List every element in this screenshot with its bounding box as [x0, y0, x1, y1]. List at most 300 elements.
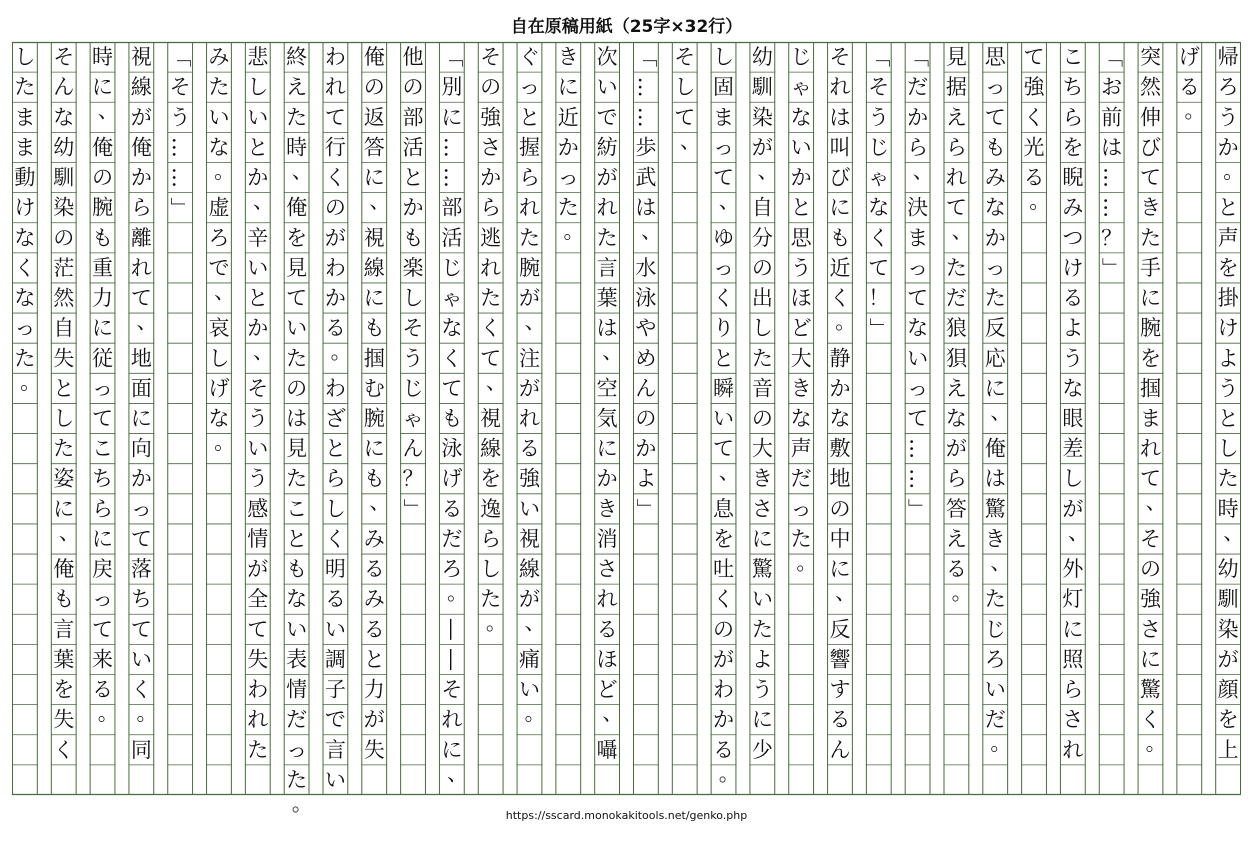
- manuscript-char: て: [1139, 466, 1161, 491]
- manuscript-char: か: [247, 316, 269, 341]
- manuscript-char: う: [402, 346, 424, 371]
- manuscript-char: 眼: [1062, 406, 1084, 431]
- manuscript-char: 表: [286, 647, 308, 672]
- manuscript-char: れ: [247, 707, 269, 732]
- manuscript-char: こ: [1062, 45, 1084, 70]
- grid-lines: [12, 42, 1241, 795]
- manuscript-char: か: [557, 135, 579, 160]
- manuscript-char: 重: [92, 255, 114, 280]
- manuscript-char: そ: [169, 75, 191, 100]
- manuscript-char: …: [168, 167, 193, 189]
- manuscript-char: 答: [945, 496, 967, 521]
- manuscript-char: 、: [602, 701, 624, 726]
- manuscript-char: い: [751, 587, 773, 612]
- manuscript-char: が: [518, 286, 540, 311]
- manuscript-char: 来: [92, 647, 114, 672]
- manuscript-char: に: [751, 526, 773, 551]
- manuscript-char: い: [286, 316, 308, 341]
- manuscript-char: る: [363, 617, 385, 642]
- manuscript-char: 差: [1062, 436, 1084, 461]
- manuscript-char: な: [1062, 376, 1084, 401]
- manuscript-char: 言: [53, 617, 75, 642]
- manuscript-char: 。: [796, 550, 818, 575]
- manuscript-char: げ: [208, 376, 230, 401]
- manuscript-char: い: [596, 75, 618, 100]
- manuscript-char: し: [751, 316, 773, 341]
- manuscript-char: と: [363, 647, 385, 672]
- manuscript-char: か: [907, 105, 929, 130]
- manuscript-char: が: [324, 225, 346, 250]
- manuscript-char: は: [635, 195, 657, 220]
- manuscript-char: な: [208, 135, 230, 160]
- manuscript-char: か: [790, 165, 812, 190]
- manuscript-char: 時: [92, 45, 114, 70]
- manuscript-char: た: [518, 225, 540, 250]
- manuscript-char: に: [53, 496, 75, 521]
- manuscript-char: び: [1139, 135, 1161, 160]
- manuscript-char: 地: [829, 466, 851, 491]
- manuscript-char: に: [1139, 647, 1161, 672]
- manuscript-char: そ: [247, 376, 269, 401]
- manuscript-char: か: [324, 286, 346, 311]
- manuscript-char: …: [905, 438, 930, 460]
- manuscript-char: 、: [679, 128, 701, 153]
- manuscript-char: え: [945, 105, 967, 130]
- manuscript-char: 。: [718, 761, 740, 786]
- manuscript-char: 掴: [1139, 376, 1161, 401]
- manuscript-char: 動: [14, 165, 36, 190]
- manuscript-char: よ: [1062, 316, 1084, 341]
- manuscript-char: し: [324, 496, 346, 521]
- manuscript-char: に: [751, 707, 773, 732]
- manuscript-char: …: [1099, 167, 1124, 189]
- manuscript-char: ら: [130, 195, 152, 220]
- manuscript-char: き: [751, 466, 773, 491]
- manuscript-char: て: [480, 346, 502, 371]
- manuscript-char: じ: [790, 45, 812, 70]
- manuscript-char: が: [596, 165, 618, 190]
- manuscript-char: …: [1099, 197, 1124, 219]
- manuscript-char: 決: [907, 195, 929, 220]
- manuscript-char: 。: [951, 580, 973, 605]
- manuscript-char: な: [790, 406, 812, 431]
- manuscript-char: る: [324, 316, 346, 341]
- manuscript-char: 敷: [829, 436, 851, 461]
- manuscript-char: 紡: [596, 135, 618, 160]
- manuscript-char: 次: [596, 45, 618, 70]
- manuscript-char: 感: [247, 496, 269, 521]
- manuscript-char: 、: [369, 490, 391, 515]
- manuscript-char: 俺: [363, 45, 385, 70]
- manuscript-char: ま: [713, 105, 735, 130]
- manuscript-char: 別: [441, 75, 463, 100]
- manuscript-char: を: [1217, 707, 1239, 732]
- manuscript-char: 、: [524, 610, 546, 635]
- manuscript-char: 前: [1101, 105, 1123, 130]
- manuscript-char: ぐ: [518, 45, 540, 70]
- manuscript-char: 、: [291, 158, 313, 183]
- manuscript-char: な: [53, 105, 75, 130]
- manuscript-char: 、: [990, 399, 1012, 424]
- manuscript-char: の: [480, 75, 502, 100]
- manuscript-char: い: [790, 135, 812, 160]
- manuscript-char: 大: [790, 346, 812, 371]
- manuscript-char: 声: [1217, 225, 1239, 250]
- manuscript-char: 同: [130, 737, 152, 762]
- manuscript-char: た: [480, 286, 502, 311]
- manuscript-char: れ: [130, 255, 152, 280]
- manuscript-char: 。: [136, 701, 158, 726]
- manuscript-char: …: [633, 106, 658, 128]
- manuscript-char: 「: [1099, 46, 1124, 68]
- manuscript-char: …: [439, 167, 464, 189]
- manuscript-char: る: [596, 617, 618, 642]
- manuscript-char: 幼: [53, 135, 75, 160]
- manuscript-char: 武: [635, 165, 657, 190]
- manuscript-char: れ: [596, 587, 618, 612]
- manuscript-char: う: [751, 677, 773, 702]
- manuscript-char: …: [439, 136, 464, 158]
- manuscript-char: 見: [286, 255, 308, 280]
- manuscript-char: 反: [829, 617, 851, 642]
- manuscript-char: 、: [1068, 520, 1090, 545]
- manuscript-char: れ: [596, 195, 618, 220]
- manuscript-char: っ: [518, 75, 540, 100]
- manuscript-char: じ: [868, 135, 890, 160]
- manuscript-char: 少: [751, 737, 773, 762]
- manuscript-char: じ: [984, 617, 1006, 642]
- manuscript-char: る: [829, 707, 851, 732]
- manuscript-char: 。: [20, 369, 42, 394]
- manuscript-char: を: [1217, 255, 1239, 280]
- manuscript-char: っ: [790, 496, 812, 521]
- manuscript-char: 馴: [1217, 587, 1239, 612]
- manuscript-char: 「: [633, 46, 658, 68]
- manuscript-char: 注: [518, 346, 540, 371]
- manuscript-char: 固: [713, 75, 735, 100]
- manuscript-char: 響: [829, 647, 851, 672]
- manuscript-char: …: [905, 468, 930, 490]
- manuscript-char: の: [363, 75, 385, 100]
- manuscript-char: と: [247, 286, 269, 311]
- manuscript-char: る: [945, 557, 967, 582]
- manuscript-char: 茫: [53, 255, 75, 280]
- manuscript-char: 葉: [596, 286, 618, 311]
- manuscript-char: 視: [363, 225, 385, 250]
- manuscript-char: っ: [286, 737, 308, 762]
- manuscript-char: 痛: [518, 647, 540, 672]
- manuscript-char: は: [596, 316, 618, 341]
- manuscript-char: と: [402, 165, 424, 190]
- manuscript-char: た: [53, 436, 75, 461]
- manuscript-char: 囁: [596, 737, 618, 762]
- manuscript-char: き: [596, 496, 618, 521]
- manuscript-char: に: [92, 316, 114, 341]
- manuscript-char: 楽: [402, 255, 424, 280]
- manuscript-char: 大: [751, 436, 773, 461]
- manuscript-char: 戻: [92, 557, 114, 582]
- manuscript-char: 」: [866, 317, 891, 339]
- manuscript-char: て: [441, 376, 463, 401]
- manuscript-char: や: [635, 316, 657, 341]
- manuscript-char: の: [402, 75, 424, 100]
- manuscript-char: 、: [990, 550, 1012, 575]
- manuscript-char: た: [751, 346, 773, 371]
- manuscript-char: て: [984, 105, 1006, 130]
- manuscript-char: 、: [912, 158, 934, 183]
- manuscript-char: 行: [324, 135, 346, 160]
- manuscript-char: 見: [945, 45, 967, 70]
- manuscript-char: み: [208, 45, 230, 70]
- manuscript-char: よ: [1217, 346, 1239, 371]
- manuscript-char: 水: [635, 255, 657, 280]
- manuscript-char: と: [286, 526, 308, 551]
- manuscript-char: 応: [984, 346, 1006, 371]
- manuscript-char: る: [441, 496, 463, 521]
- manuscript-char: 子: [324, 677, 346, 702]
- manuscript-char: た: [1139, 225, 1161, 250]
- manuscript-char: れ: [518, 195, 540, 220]
- manuscript-char: そ: [53, 45, 75, 70]
- manuscript-char: そ: [441, 677, 463, 702]
- manuscript-char: し: [480, 557, 502, 582]
- manuscript-char: た: [596, 225, 618, 250]
- manuscript-char: 音: [751, 376, 773, 401]
- manuscript-char: と: [247, 135, 269, 160]
- manuscript-char: わ: [324, 376, 346, 401]
- manuscript-char: 気: [596, 406, 618, 431]
- manuscript-char: ？: [402, 466, 424, 491]
- manuscript-char: か: [713, 707, 735, 732]
- manuscript-char: の: [751, 406, 773, 431]
- manuscript-char: の: [324, 195, 346, 220]
- manuscript-char: 失: [247, 647, 269, 672]
- manuscript-char: け: [14, 195, 36, 220]
- manuscript-char: に: [363, 436, 385, 461]
- manuscript-char: い: [247, 105, 269, 130]
- manuscript-char: そ: [480, 45, 502, 70]
- manuscript-char: み: [363, 526, 385, 551]
- manuscript-char: を: [713, 526, 735, 551]
- manuscript-char: す: [829, 677, 851, 702]
- manuscript-char: が: [713, 647, 735, 672]
- manuscript-char: 狽: [945, 346, 967, 371]
- manuscript-char: そ: [402, 316, 424, 341]
- manuscript-char: 俺: [53, 557, 75, 582]
- manuscript-char: は: [984, 466, 1006, 491]
- manuscript-char: 部: [402, 105, 424, 130]
- manuscript-char: か: [402, 195, 424, 220]
- manuscript-char: 失: [363, 737, 385, 762]
- manuscript-char: み: [363, 587, 385, 612]
- manuscript-char: い: [518, 496, 540, 521]
- manuscript-char: も: [53, 587, 75, 612]
- manuscript-char: 強: [480, 105, 502, 130]
- manuscript-char: め: [635, 346, 657, 371]
- manuscript-char: ま: [14, 135, 36, 160]
- manuscript-char: も: [984, 135, 1006, 160]
- manuscript-char: で: [596, 105, 618, 130]
- manuscript-char: よ: [635, 466, 657, 491]
- manuscript-char: 握: [518, 135, 540, 160]
- manuscript-char: 自: [751, 195, 773, 220]
- manuscript-char: き: [790, 376, 812, 401]
- manuscript-char: も: [286, 557, 308, 582]
- manuscript-char: 。: [990, 731, 1012, 756]
- manuscript-char: に: [92, 526, 114, 551]
- manuscript-char: る: [1178, 75, 1200, 100]
- manuscript-char: な: [790, 105, 812, 130]
- manuscript-char: …: [633, 76, 658, 98]
- manuscript-char: は: [286, 406, 308, 431]
- manuscript-char: 染: [1217, 617, 1239, 642]
- manuscript-char: ら: [1062, 105, 1084, 130]
- manuscript-char: れ: [518, 406, 540, 431]
- manuscript-char: に: [441, 737, 463, 762]
- manuscript-char: 、: [447, 761, 469, 786]
- manuscript-char: る: [1062, 286, 1084, 311]
- manuscript-char: な: [14, 225, 36, 250]
- manuscript-char: っ: [713, 135, 735, 160]
- manuscript-char: が: [945, 436, 967, 461]
- manuscript-char: 」: [905, 498, 930, 520]
- manuscript-char: 、: [1223, 520, 1245, 545]
- source-url: https://sscard.monokakitools.net/genko.php: [505, 809, 748, 822]
- manuscript-char: ん: [53, 75, 75, 100]
- manuscript-char: き: [1139, 195, 1161, 220]
- manuscript-char: 思: [790, 225, 812, 250]
- manuscript-char: だ: [945, 286, 967, 311]
- manuscript-char: と: [790, 195, 812, 220]
- manuscript-char: 言: [596, 255, 618, 280]
- manuscript-char: 近: [829, 255, 851, 280]
- manuscript-char: に: [984, 376, 1006, 401]
- manuscript-char: し: [14, 45, 36, 70]
- manuscript-char: げ: [441, 466, 463, 491]
- manuscript-char: よ: [751, 647, 773, 672]
- manuscript-char: 思: [984, 45, 1006, 70]
- manuscript-char: だ: [907, 75, 929, 100]
- manuscript-char: 空: [596, 376, 618, 401]
- manuscript-char: か: [984, 225, 1006, 250]
- manuscript-char: た: [480, 587, 502, 612]
- manuscript-char: と: [1217, 195, 1239, 220]
- manuscript-char: 驚: [984, 496, 1006, 521]
- manuscript-char: 狼: [945, 316, 967, 341]
- manuscript-char: 線: [518, 557, 540, 582]
- manuscript-char: 灯: [1062, 587, 1084, 612]
- manuscript-char: い: [130, 647, 152, 672]
- manuscript-char: と: [1217, 406, 1239, 431]
- manuscript-char: い: [324, 617, 346, 642]
- manuscript-char: ゃ: [868, 165, 890, 190]
- manuscript-char: 手: [1139, 255, 1161, 280]
- manuscript-char: そ: [868, 75, 890, 100]
- manuscript-char: い: [984, 677, 1006, 702]
- manuscript-char: え: [945, 526, 967, 551]
- manuscript-char: と: [713, 346, 735, 371]
- manuscript-char: う: [790, 255, 812, 280]
- manuscript-char: な: [868, 195, 890, 220]
- manuscript-char: て: [92, 406, 114, 431]
- manuscript-char: く: [713, 587, 735, 612]
- manuscript-char: 「: [866, 46, 891, 68]
- manuscript-char: 中: [829, 526, 851, 551]
- manuscript-char: 離: [130, 225, 152, 250]
- manuscript-char: ら: [518, 165, 540, 190]
- manuscript-char: も: [363, 316, 385, 341]
- manuscript-char: 「: [439, 46, 464, 68]
- manuscript-char: 逃: [480, 225, 502, 250]
- manuscript-char: 情: [286, 677, 308, 702]
- manuscript-char: 。: [214, 158, 236, 183]
- manuscript-char: て: [945, 195, 967, 220]
- manuscript-char: 帰: [1217, 45, 1239, 70]
- manuscript-char: た: [790, 526, 812, 551]
- manuscript-char: に: [557, 75, 579, 100]
- manuscript-char: の: [751, 255, 773, 280]
- manuscript-char: 吐: [713, 557, 735, 582]
- manuscript-char: る: [92, 677, 114, 702]
- manuscript-char: く: [480, 316, 502, 341]
- manuscript-char: 逸: [480, 496, 502, 521]
- manuscript-char: っ: [130, 496, 152, 521]
- manuscript-char: た: [208, 75, 230, 100]
- manuscript-char: …: [168, 136, 193, 158]
- manuscript-char: 部: [441, 195, 463, 220]
- manuscript-char: だ: [441, 526, 463, 551]
- manuscript-char: は: [1101, 135, 1123, 160]
- manuscript-char: 面: [130, 376, 152, 401]
- manuscript-char: は: [829, 105, 851, 130]
- manuscript-char: し: [1062, 466, 1084, 491]
- manuscript-char: 落: [130, 557, 152, 582]
- manuscript-char: 泳: [441, 436, 463, 461]
- manuscript-char: を: [53, 677, 75, 702]
- manuscript-char: 失: [53, 346, 75, 371]
- manuscript-char: て: [130, 526, 152, 551]
- manuscript-char: 自: [53, 316, 75, 341]
- manuscript-char: 。: [1145, 731, 1167, 756]
- manuscript-char: ら: [907, 135, 929, 160]
- manuscript-char: 、: [485, 369, 507, 394]
- manuscript-char: 、: [136, 309, 158, 334]
- manuscript-char: 線: [130, 75, 152, 100]
- manuscript-char: の: [713, 617, 735, 642]
- manuscript-char: か: [829, 376, 851, 401]
- manuscript-char: し: [674, 75, 696, 100]
- manuscript-char: 俺: [286, 195, 308, 220]
- manuscript-char: も: [363, 466, 385, 491]
- manuscript-char: を: [286, 225, 308, 250]
- manuscript-char: な: [208, 406, 230, 431]
- manuscript-char: 時: [286, 135, 308, 160]
- manuscript-char: が: [130, 105, 152, 130]
- manuscript-char: 分: [751, 225, 773, 250]
- manuscript-char: 答: [363, 135, 385, 160]
- manuscript-char: 瞬: [713, 376, 735, 401]
- manuscript-char: ら: [480, 195, 502, 220]
- manuscript-char: ら: [324, 466, 346, 491]
- manuscript-char: た: [557, 195, 579, 220]
- manuscript-char: 掛: [1217, 286, 1239, 311]
- manuscript-char: 視: [518, 526, 540, 551]
- manuscript-char: 、: [602, 339, 624, 364]
- manuscript-char: ら: [92, 496, 114, 521]
- manuscript-char: だ: [984, 707, 1006, 732]
- manuscript-char: ほ: [596, 647, 618, 672]
- manuscript-char: 腕: [518, 255, 540, 280]
